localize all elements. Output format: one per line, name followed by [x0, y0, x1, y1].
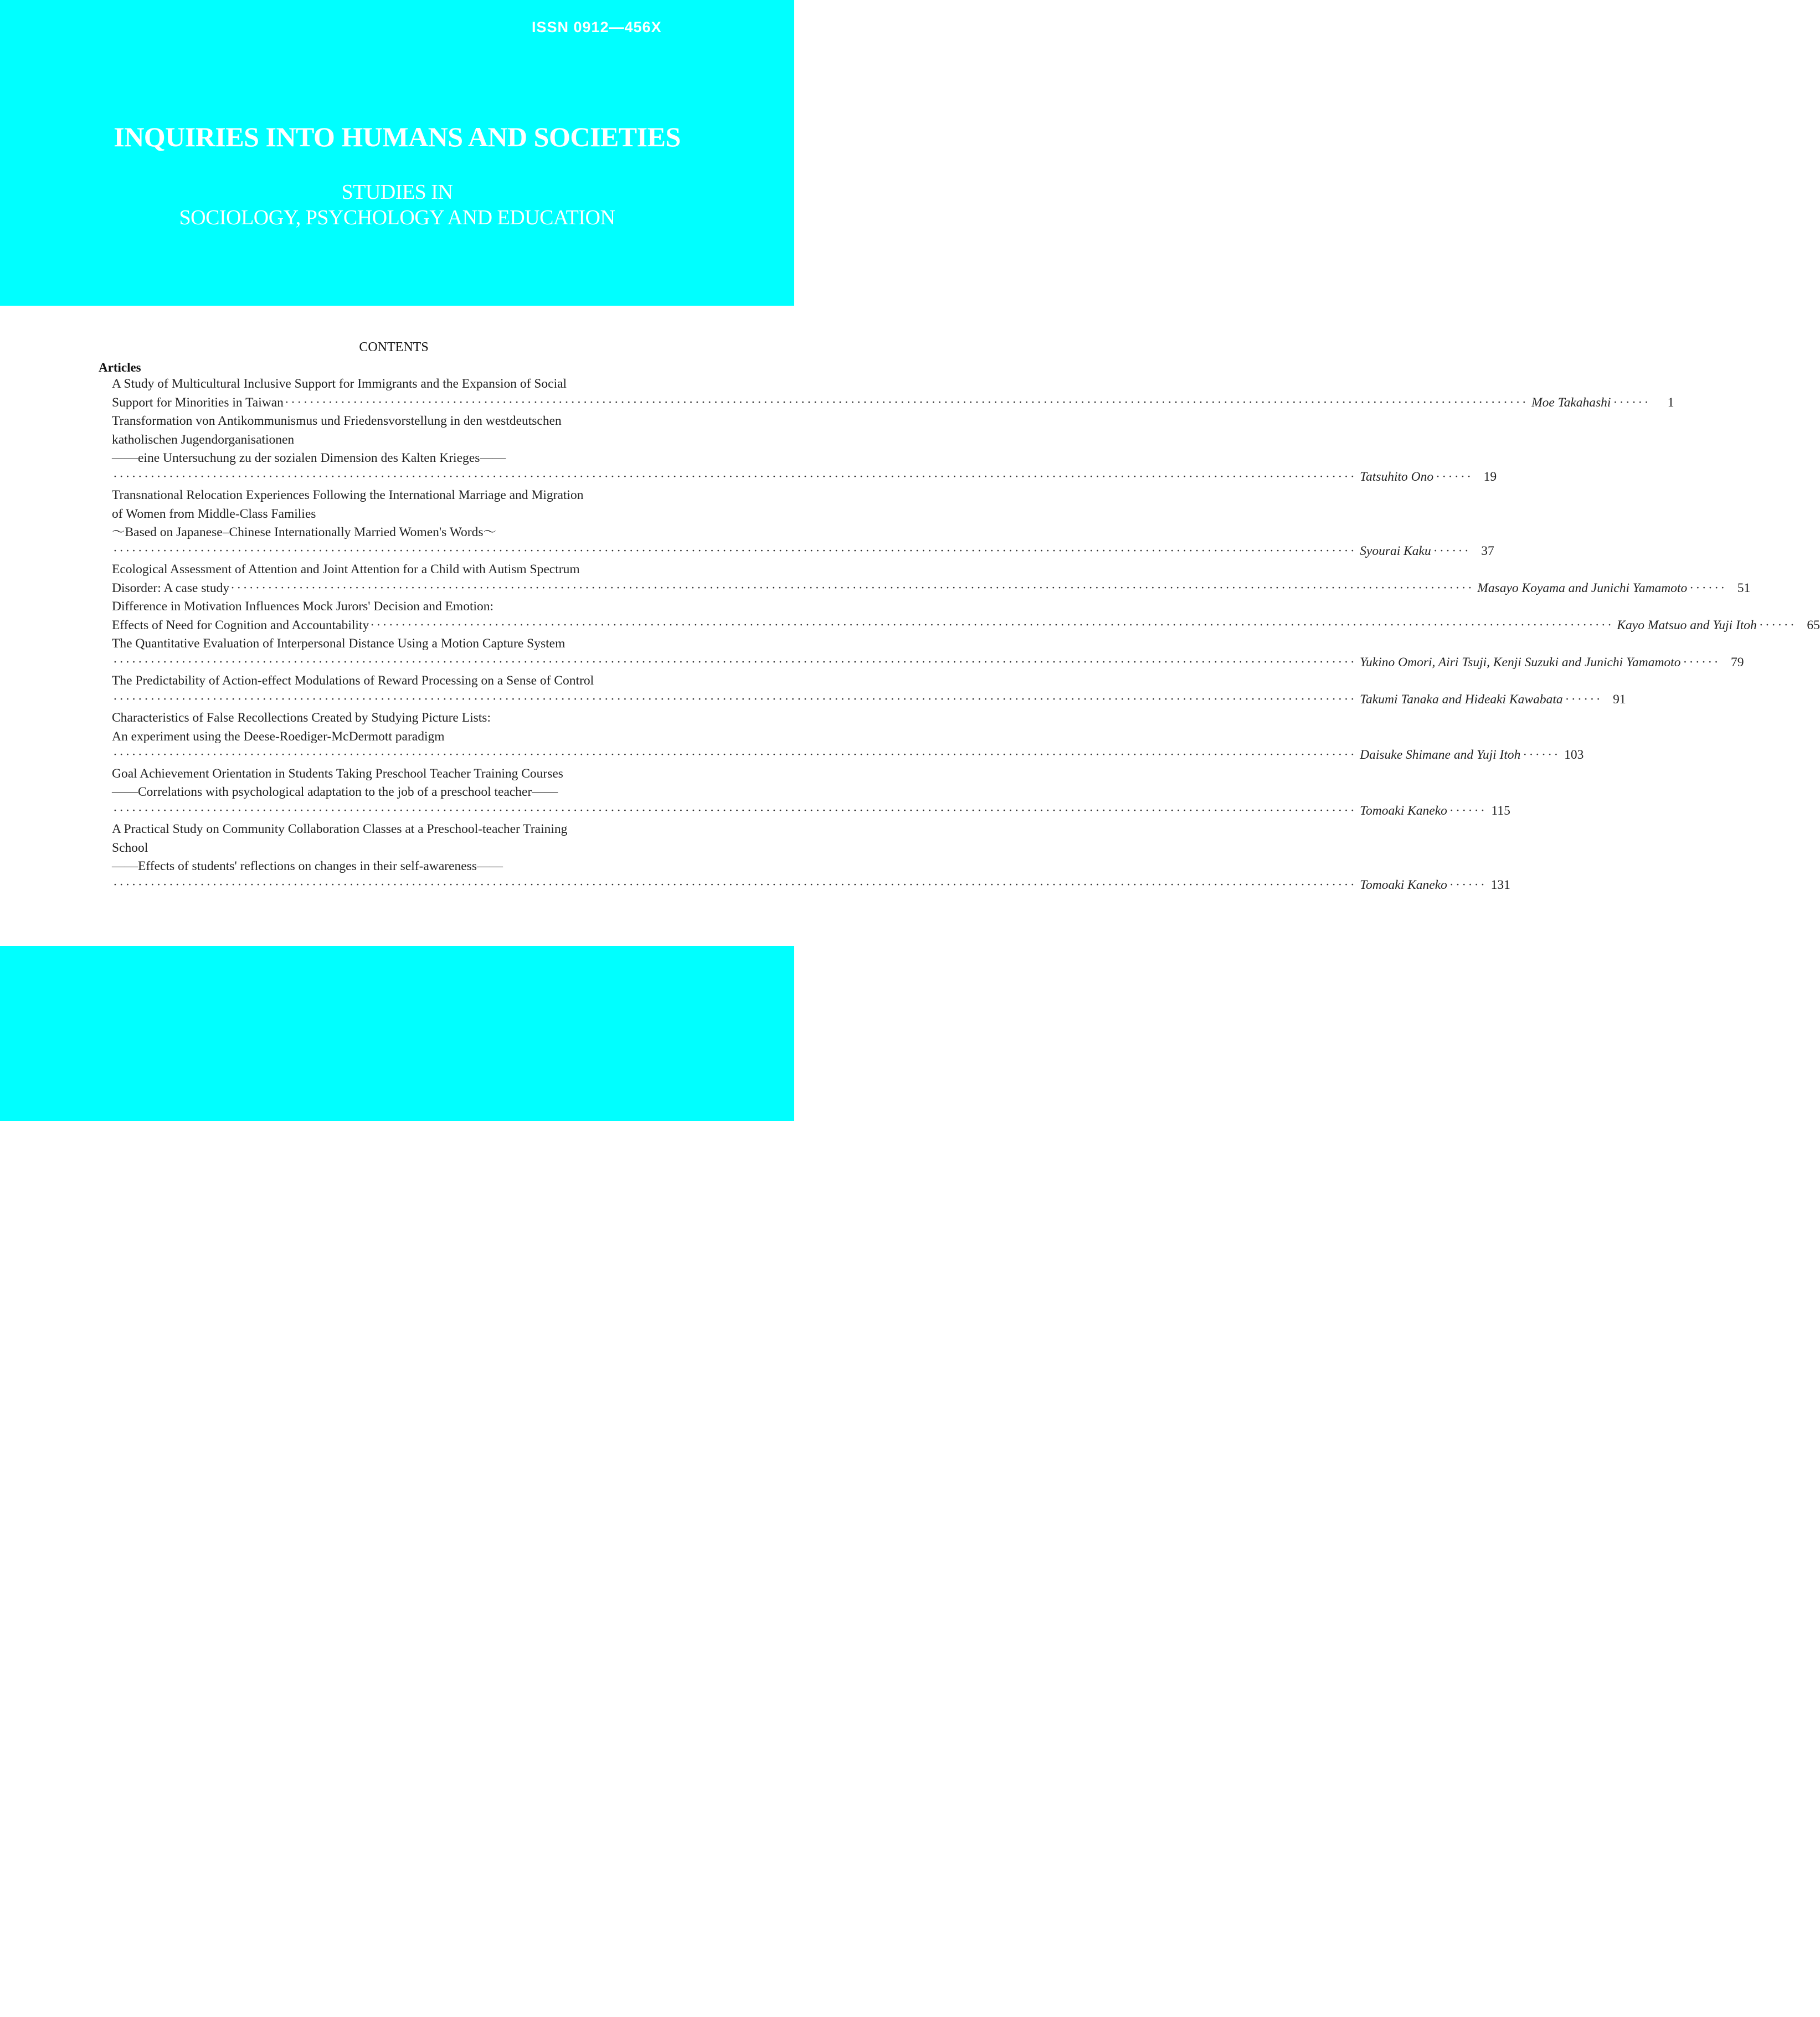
toc-entry-leader-line [112, 616, 1820, 635]
publisher-line: Mita, Minato-ku [330, 1967, 465, 1990]
toc-entry-page-number: 91 [1613, 692, 1626, 707]
toc-entry-title-line: ～Based on Japanese–Chinese Internationally Married Women's Words～ [112, 525, 496, 539]
toc-entry-title-line: School [112, 840, 148, 855]
toc-entry-title-line: Transformation von Antikommunismus und Friedensvorstellung in den westdeutschen [112, 414, 562, 428]
dot-leader: ········································································································································································································ [113, 803, 1357, 818]
toc-entry-title-line: Difference in Motivation Influences Mock Jurors' Decision and Emotion: [112, 599, 494, 614]
dot-leader: ······ [1436, 469, 1473, 484]
toc-entry-title-line: Goal Achievement Orientation in Students Taking Preschool Teacher Training Courses [112, 766, 563, 781]
toc-entry [112, 560, 1751, 598]
toc-entry [112, 765, 1510, 821]
toc-entry-title-end: Disorder: A case study [112, 580, 230, 595]
toc-entry-title-line: of Women from Middle-Class Families [112, 506, 316, 521]
dot-leader: ······ [1689, 580, 1727, 595]
publisher-line: Edited and Published by The Division of Human Relations [157, 1916, 637, 1939]
toc-entry-author: Masayo Koyama and Junichi Yamamoto [1477, 580, 1688, 595]
toc-entry-leader-line [112, 542, 1494, 561]
toc-entry-title-line: An experiment using the Deese-Roediger-McDermott paradigm [112, 729, 445, 744]
toc-entry-title-line: ——eine Untersuchung zu der sozialen Dimension des Kalten Krieges—— [112, 451, 506, 465]
toc-entry [112, 375, 1674, 412]
toc-entry [112, 635, 1744, 672]
subtitle-line: SOCIOLOGY, PSYCHOLOGY AND EDUCATION [179, 206, 615, 229]
publisher-info [0, 1915, 794, 2017]
toc-entry-leader-line [112, 802, 1510, 821]
toc-entry-author: Tomoaki Kaneko [1360, 877, 1447, 892]
dot-leader: ········································································································································································································ [113, 655, 1357, 670]
dot-leader: ········································································································································································································ [113, 469, 1357, 484]
toc-entry-leader-line [112, 394, 1674, 413]
toc-entry-title-line: A Practical Study on Community Collaboration Classes at a Preschool-teacher Training [112, 822, 568, 836]
toc-entry-title-line: ——Correlations with psychological adaptation to the job of a preschool teacher—— [112, 785, 558, 799]
toc-entry-author: Tomoaki Kaneko [1360, 803, 1447, 818]
toc-entry-leader-line [112, 876, 1510, 895]
toc-entry-author: Yukino Omori, Airi Tsuji, Kenji Suzuki and Junichi Yamamoto [1360, 655, 1681, 670]
dot-leader: ········································································································································································································ [113, 877, 1357, 892]
toc-entry-page-number: 103 [1564, 748, 1584, 762]
toc-entry-author: Syourai Kaku [1360, 543, 1431, 558]
dot-leader: ········································································································································································································ [113, 748, 1357, 762]
header-band [0, 0, 794, 306]
dot-leader: ········································································································································································································ [113, 692, 1357, 707]
toc-entry [112, 598, 1820, 635]
dot-leader: ········································································································································································································ [230, 580, 1474, 595]
toc-entry [112, 486, 1494, 560]
toc-entry-author: Daisuke Shimane and Yuji Itoh [1360, 748, 1521, 762]
table-of-contents [112, 375, 1820, 894]
toc-entry-title-line: A Study of Multicultural Inclusive Support for Immigrants and the Expansion of Social [112, 377, 567, 391]
journal-subtitle [0, 179, 794, 230]
dot-leader: ······ [1759, 618, 1797, 632]
toc-entry-leader-line [112, 691, 1626, 709]
dot-leader: ······ [1449, 803, 1487, 818]
subtitle-line: STUDIES IN [341, 181, 453, 204]
dot-leader: ······ [1683, 655, 1720, 670]
dot-leader: ······ [1565, 692, 1602, 707]
toc-entry [112, 412, 1497, 486]
toc-entry-title-line: The Predictability of Action-effect Modulations of Reward Processing on a Sense of Control [112, 673, 594, 688]
toc-entry-author: Tatsuhito Ono [1360, 469, 1434, 484]
dot-leader: ······ [1523, 748, 1560, 762]
toc-entry-page-number: 131 [1490, 877, 1510, 892]
toc-entry-page-number: 1 [1667, 395, 1674, 410]
footer-band [0, 946, 794, 2016]
dot-leader: ······ [1449, 877, 1487, 892]
journal-title: INQUIRIES INTO HUMANS AND SOCIETIES [114, 121, 681, 152]
toc-entry-title-line: ——Effects of students' reflections on changes in their self-awareness—— [112, 859, 503, 873]
contents-heading: CONTENTS [359, 340, 429, 354]
toc-entry-page-number: 79 [1730, 655, 1744, 670]
toc-entry-page-number: 37 [1481, 543, 1494, 558]
toc-entry-title-line: The Quantitative Evaluation of Interpersonal Distance Using a Motion Capture System [112, 636, 565, 651]
toc-entry-leader-line [112, 746, 1584, 765]
toc-entry-title-end: Support for Minorities in Taiwan [112, 395, 284, 410]
dot-leader: ······ [1613, 395, 1651, 410]
dot-leader: ········································································································································································································ [113, 543, 1357, 558]
dot-leader: ········································································································································································································ [370, 618, 1614, 632]
toc-entry-page-number: 51 [1737, 580, 1751, 595]
toc-entry-title-line: Characteristics of False Recollections Created by Studying Picture Lists: [112, 711, 491, 725]
toc-entry-title-line: Ecological Assessment of Attention and Joint Attention for a Child with Autism Spectrum [112, 562, 580, 577]
publisher-line: Tokyo, Japan [342, 1993, 452, 2016]
toc-entry [112, 820, 1510, 894]
toc-entry-author: Kayo Matsuo and Yuji Itoh [1617, 618, 1757, 632]
section-label-articles: Articles [99, 361, 141, 374]
toc-entry-leader-line [112, 579, 1751, 598]
publisher-line: Graduate School of Keio University [250, 1942, 544, 1965]
toc-entry-author: Takumi Tanaka and Hideaki Kawabata [1360, 692, 1563, 707]
toc-entry-title-line: katholischen Jugendorganisationen [112, 432, 295, 447]
toc-entry-leader-line [112, 468, 1497, 487]
toc-entry [112, 709, 1584, 765]
toc-entry-page-number: 115 [1491, 803, 1510, 818]
dot-leader: ········································································································································································································ [284, 395, 1529, 410]
toc-entry-leader-line [112, 654, 1744, 672]
toc-entry-page-number: 19 [1483, 469, 1497, 484]
toc-entry-page-number: 65 [1807, 618, 1820, 632]
toc-entry-author: Moe Takahashi [1531, 395, 1611, 410]
dot-leader: ······ [1433, 543, 1471, 558]
issn-label: ISSN 0912—456X [532, 19, 662, 35]
toc-entry-title-line: Transnational Relocation Experiences Following the International Marriage and Migration [112, 488, 584, 502]
toc-entry-title-end: Effects of Need for Cognition and Accountability [112, 618, 369, 632]
toc-entry [112, 672, 1626, 709]
